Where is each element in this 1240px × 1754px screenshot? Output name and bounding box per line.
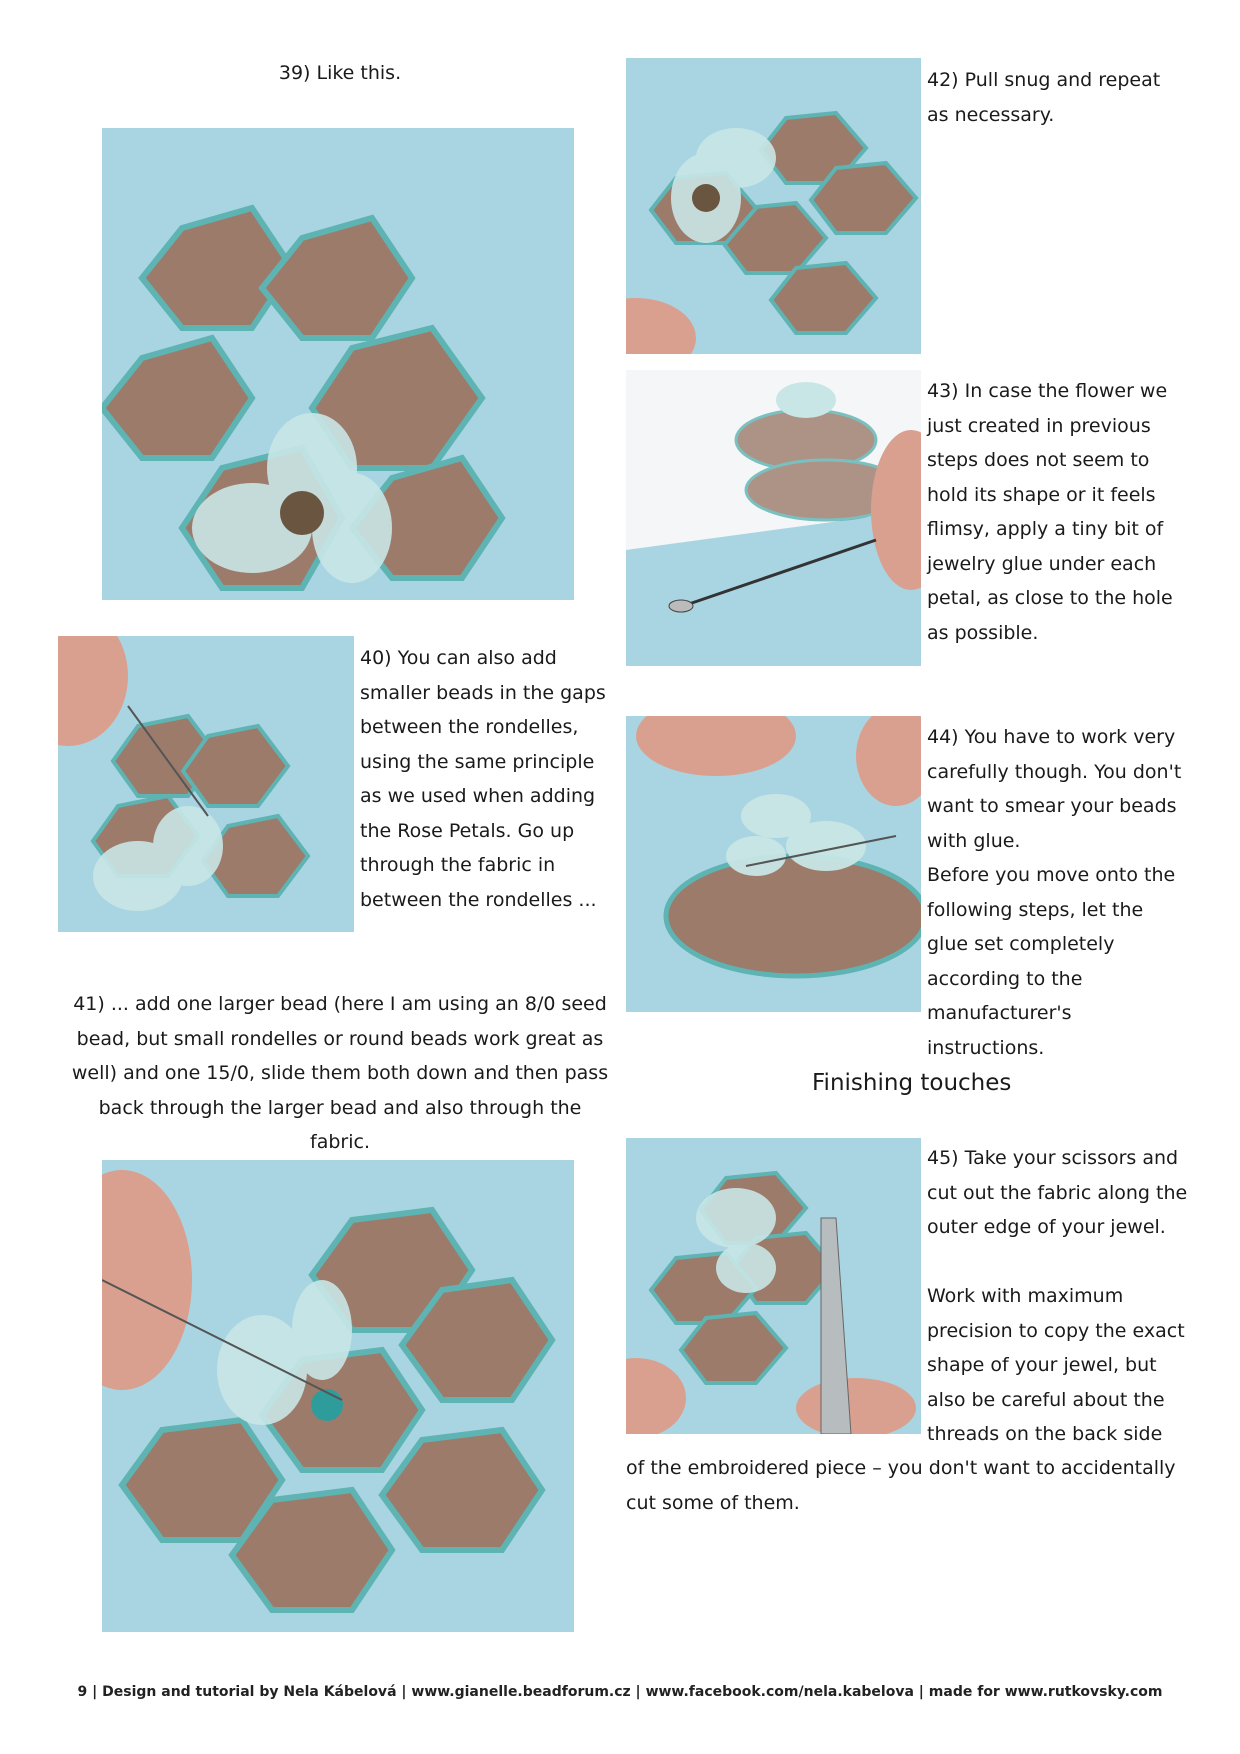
page-number: 9 [77, 1684, 88, 1700]
footer-credit: Design and tutorial by Nela Kábelová [102, 1684, 397, 1700]
step-44-text-a: 44) You have to work very carefully though. You don't want to smear your beads with glue. [927, 726, 1182, 852]
footer-separator: | [913, 1684, 929, 1700]
photo-step-41 [102, 1160, 574, 1632]
footer-separator: | [87, 1684, 103, 1700]
photo-step-43 [626, 370, 921, 666]
photo-step-44 [626, 716, 921, 1012]
footer-site-link[interactable]: www.gianelle.beadforum.cz [411, 1684, 631, 1700]
step-45-text-a: 45) Take your scissors and cut out the fabric along the outer edge of your jewel. [927, 1147, 1188, 1238]
step-45-text-c: of the embroidered piece – you don't want to accidentally cut some of them. [626, 1457, 1176, 1514]
photo-step-45 [626, 1138, 921, 1434]
step-42-text: 42) Pull snug and repeat as necessary. [927, 69, 1161, 126]
step-44-text-b: Before you move onto the following steps, let the glue set completely according to the manufacturer's instructions. [927, 864, 1176, 1059]
section-heading: Finishing touches [812, 1070, 1012, 1096]
footer-made-for[interactable]: made for www.rutkovsky.com [928, 1684, 1163, 1700]
step-45-text-b: Work with maximum precision to copy the exact shape of your jewel, but also be careful about the threads on the back side [927, 1285, 1185, 1445]
footer-separator: | [630, 1684, 646, 1700]
photo-step-39 [102, 128, 574, 600]
step-41-text: 41) ... add one larger bead (here I am using an 8/0 seed bead, but small rondelles or round beads work great as well) and one 15/0, slide them both down and then pass back through the larger bead and also through the fabric. [71, 993, 609, 1153]
footer [0, 1684, 1240, 1700]
footer-facebook-link[interactable]: www.facebook.com/nela.kabelova [645, 1684, 914, 1700]
footer-separator: | [396, 1684, 412, 1700]
step-40-text: 40) You can also add smaller beads in the gaps between the rondelles, using the same principle as we used when adding the Rose Petals. Go up through the fabric in between the rondelles ... [360, 647, 606, 911]
step-43-text: 43) In case the flower we just created in previous steps does not seem to hold its shape or it feels flimsy, apply a tiny bit of jewelry glue under each petal, as close to the hole as possible. [927, 380, 1173, 644]
photo-step-40 [58, 636, 354, 932]
photo-step-42 [626, 58, 921, 354]
step-39-text: 39) Like this. [278, 62, 402, 84]
